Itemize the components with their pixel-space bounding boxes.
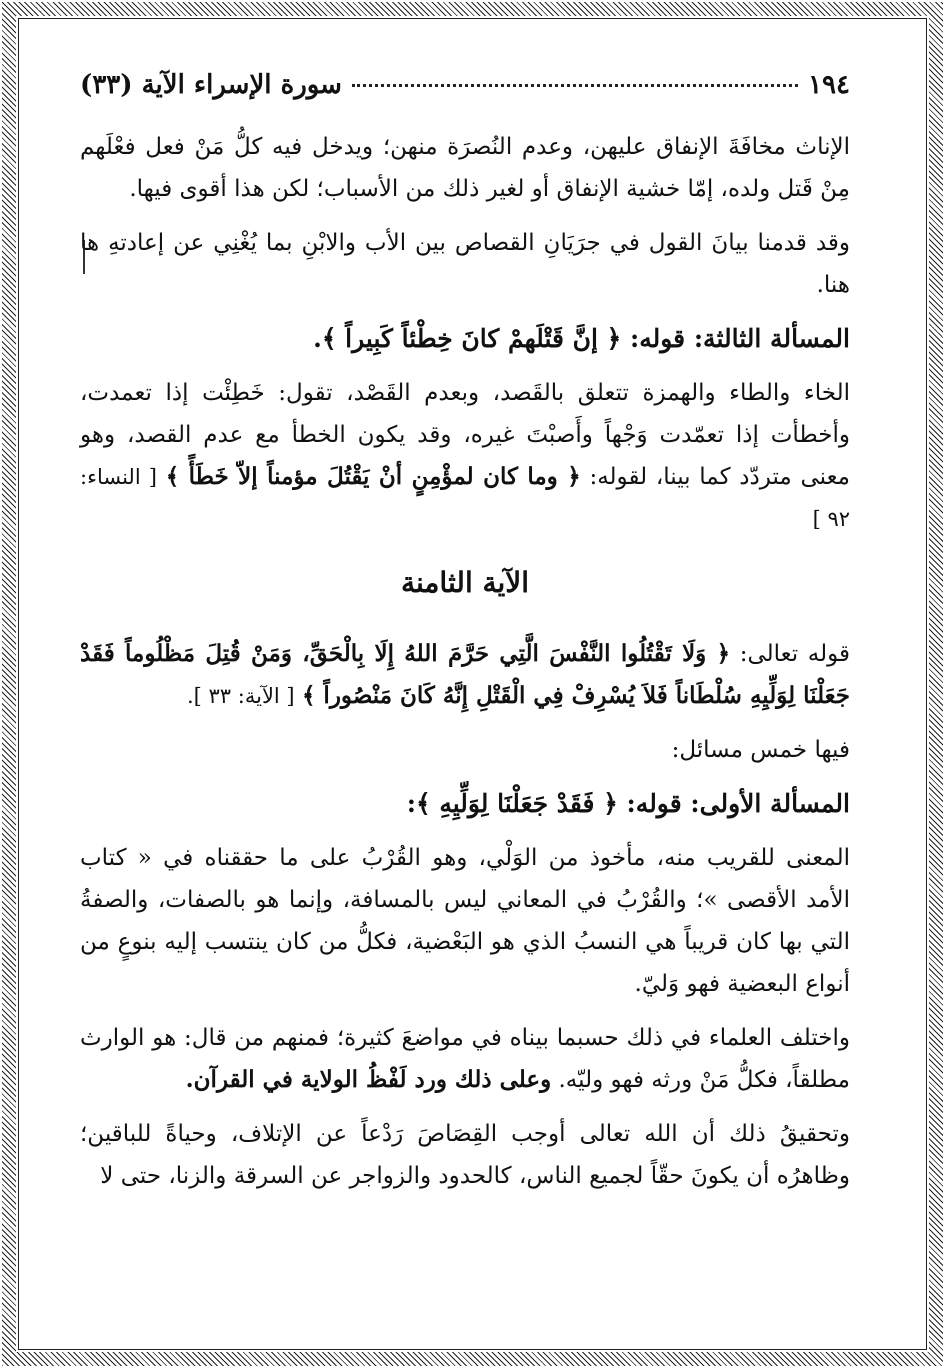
paragraph-8: وتحقيقُ ذلك أن الله تعالى أوجب القِصَاصَ رَدْعاً عن الإتلاف، وحياةً للباقين؛ وظاهرُه أن يكونَ حقّاً لجميع الناس، كالحدود والزواجر عن السرقة والزنا، حتى لا bbox=[80, 1121, 850, 1189]
paragraph-3 bbox=[80, 372, 850, 540]
quran-ref-nisa: [ النساء: ٩٢ ] bbox=[80, 465, 850, 531]
running-header bbox=[80, 70, 850, 114]
paragraph-7-emphasis: وعلى ذلك ورد لَفْظُ الولاية في القرآن. bbox=[185, 1066, 552, 1093]
paragraph-1: الإناث مخافَةَ الإنفاق عليهن، وعدم النُصرَة منهن؛ ويدخل فيه كلُّ مَنْ فعل فعْلَهم مِنْ قَتل ولده، إمّا خشية الإنفاق أو لغير ذلك من الأسباب؛ لكن هذا أقوى فيها. bbox=[80, 134, 850, 202]
quran-quote-verse-33: ﴿ وَلَا تَقْتُلُوا النَّفْسَ الَّتِي حَرَّمَ اللهُ إِلَا بِالْحَقِّ، وَمَنْ قُتِلَ مَظْلُوماً فَقَدْ جَعَلْنَا لِوَلِّيِهِ سُلْطَاناً فَلاَ يُسْرِفْ فِي الْقَتْلِ إِنَّهُ كَانَ مَنْصُوراً ﴾ bbox=[80, 640, 850, 709]
issue-1-heading: المسألة الأولى: قوله: ﴿ فَقَدْ جَعَلْنَا لِوَلِّيِهِ ﴾: bbox=[406, 789, 850, 818]
paragraph-5: فيها خمس مسائل: bbox=[671, 737, 850, 763]
paragraph-4 bbox=[80, 633, 850, 717]
paragraph-2: وقد قدمنا بيانَ القول في جرَيَانِ القصاص بين الأب والابْنِ بما يُغْنِي عن إعادتهِ ها هنا. bbox=[80, 230, 850, 298]
paragraph-7 bbox=[80, 1017, 850, 1101]
section-title: الآية الثامنة bbox=[400, 566, 530, 599]
issue-3-heading: المسألة الثالثة: قوله: ﴿ إنَّ قَتْلَهمْ كانَ خِطْئاً كَبِيراً ﴾. bbox=[313, 324, 850, 353]
quran-ref-verse-33: [ الآية: ٣٣ ]. bbox=[186, 684, 295, 708]
quran-quote-nisa: ﴿ وما كان لمؤْمِنٍ أنْ يَقْتُلَ مؤمناً إلاّ خَطَأً ﴾ bbox=[165, 463, 581, 490]
paragraph-6: المعنى للقريب منه، مأخوذ من الوَلْي، وهو القُرْبُ على ما حققناه في « كتاب الأمد الأقصى »؛ والقُرْبُ في المعاني ليس بالمسافة، وإنما هو بالصفات، والصفةُ التي بها كان قريباً هي النسبُ الذي هو البَعْضية، فكلُّ من كان ينتسب إليه بنوعٍ من أنواع البعضية فهو وَليّ. bbox=[80, 845, 850, 997]
page-content bbox=[80, 70, 850, 1308]
page-number: ١٩٤ bbox=[808, 70, 850, 100]
header-dots bbox=[352, 84, 798, 87]
paragraph-4-intro: قوله تعالى: bbox=[739, 641, 850, 667]
running-title: سورة الإسراء الآية (٣٣) bbox=[80, 70, 342, 100]
paragraph-3-text: الخاء والطاء والهمزة تتعلق بالقَصد، وبعدم القَصْد، تقول: خَطِئْت إذا تعمدت، وأخطأت إذا تعمّدت وَجْهاً وأَصبْتَ غيره، وقد يكون الخطأ مع عدم القصد، وهو معنى متردّد كما بينا، لقوله: bbox=[80, 380, 851, 490]
paragraph-7-text: واختلف العلماء في ذلك حسبما بيناه في مواضعَ كثيرة؛ فمنهم من قال: هو الوارث مطلقاً، فكلُّ مَنْ ورثه فهو وليّه. bbox=[80, 1025, 850, 1093]
